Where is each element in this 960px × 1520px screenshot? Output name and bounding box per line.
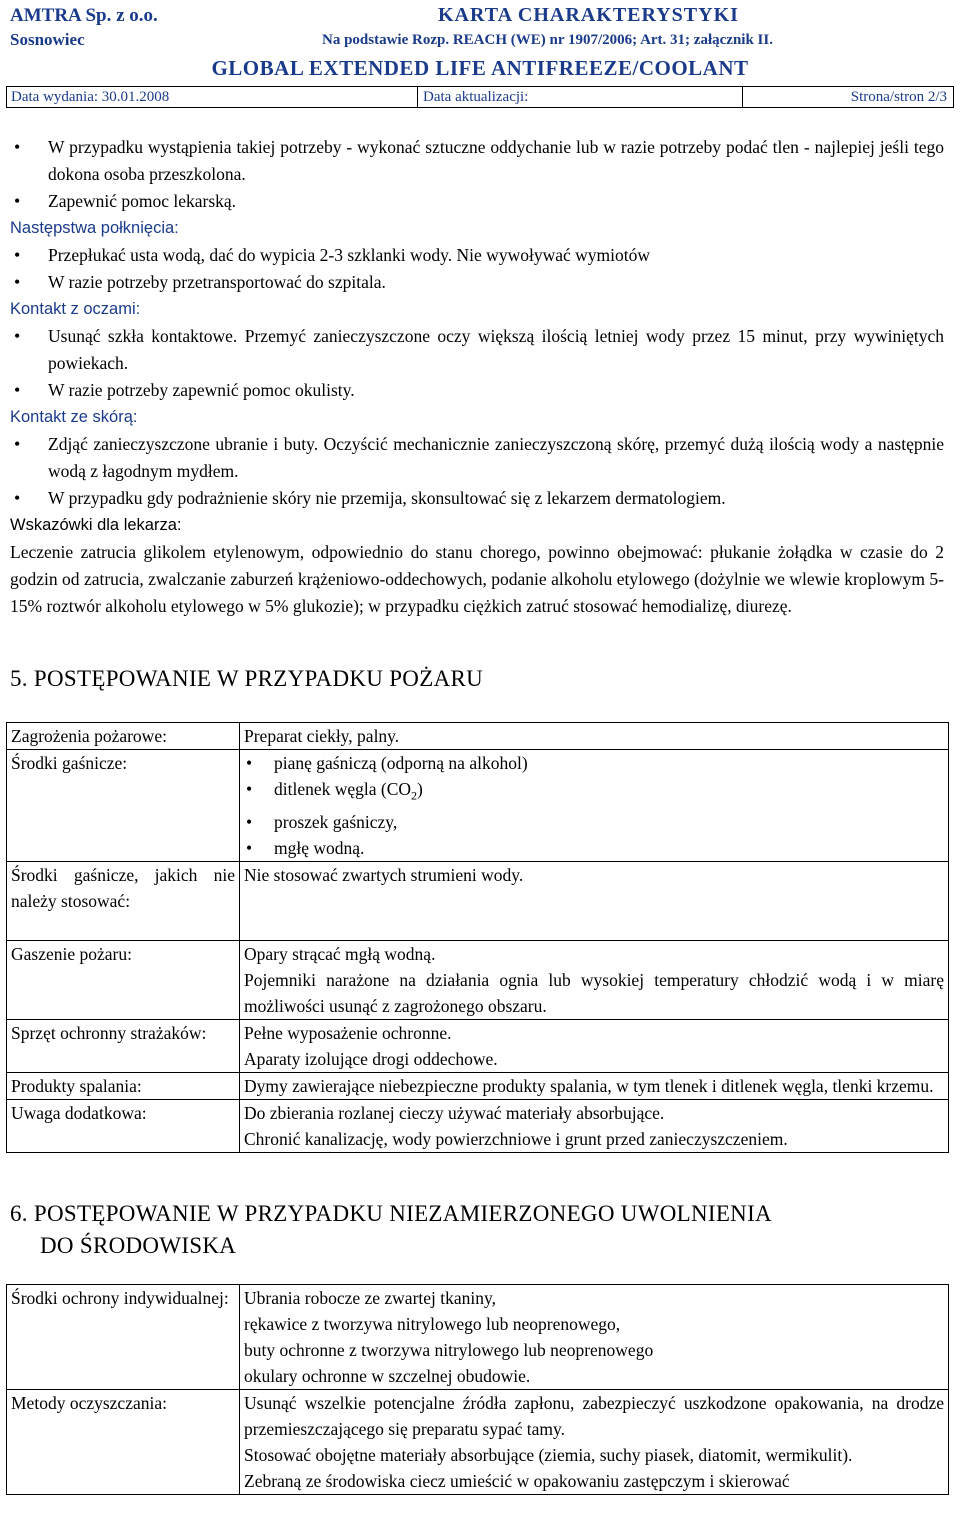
list-item: • pianę gaśniczą (odporną na alkohol) <box>244 750 944 776</box>
hazard-value: Preparat ciekły, palny. <box>240 723 949 750</box>
section-5-title: 5. POSTĘPOWANIE W PRZYPADKU POŻARU <box>10 666 484 691</box>
product-name: GLOBAL EXTENDED LIFE ANTIFREEZE/COOLANT <box>211 56 749 80</box>
additional-note-label: Uwaga dodatkowa: <box>7 1099 240 1152</box>
doctor-notes-text: Leczenie zatrucia glikolem etylenowym, odpowiednio do stanu chorego, powinno obejmować: płukanie żołądka w czasie do 2 godzin od zatrucia, zwalczanie zaburzeń krążeniowo-oddechowych, podanie alkoholu etylowego (dożylnie we wlewie kroplowym 5-15% roztwór alkoholu etylowego w 5% glukozie); w przypadku ciężkich zatruć stosować hemodializę, diurezę. <box>10 542 944 616</box>
hazard-label: Zagrożenia pożarowe: <box>7 723 240 750</box>
co2-close: ) <box>417 779 423 799</box>
table-row <box>7 723 949 750</box>
table-row <box>7 1019 949 1072</box>
divider <box>742 87 743 107</box>
text-line: Usunąć wszelkie potencjalne źródła zapłonu, zabezpieczyć uszkodzone opakowania, na drodze przemieszczającego się preparatu sypać tamy. <box>244 1393 944 1439</box>
company-city: Sosnowiec <box>10 30 85 49</box>
text-line: Stosować obojętne materiały absorbujące (ziemia, suchy piasek, diatomit, wermikulit). <box>244 1445 853 1465</box>
list-item: • W przypadku wystąpienia takiej potrzeby - wykonać sztuczne oddychanie lub w razie potrzeby podać tlen - najlepiej jeśli tego dokona osoba przeszkolona. <box>10 134 944 188</box>
ppe-label: Środki ochrony indywidualnej: <box>7 1285 240 1390</box>
section-6-title-line: DO ŚRODOWISKA <box>40 1233 237 1258</box>
unsuitable-media-label: Środki gaśnicze, jakich nie należy stosować: <box>7 861 240 940</box>
table-row <box>7 750 949 862</box>
cleanup-methods-value <box>240 1390 949 1495</box>
update-date: Data aktualizacji: <box>423 89 529 105</box>
doctor-notes-heading: Wskazówki dla lekarza: <box>10 516 182 534</box>
document-header <box>0 0 960 108</box>
protective-equipment-value <box>240 1019 949 1072</box>
company-name: AMTRA Sp. z o.o. <box>10 5 158 26</box>
table-row <box>7 940 949 1019</box>
ppe-value <box>240 1285 949 1390</box>
text-line: Ubrania robocze ze zwartej tkaniny, <box>244 1288 496 1308</box>
skin-contact-heading: Kontakt ze skórą: <box>10 408 138 426</box>
co2-subscript: 2 <box>411 788 418 803</box>
additional-note-value <box>240 1099 949 1152</box>
table-row <box>7 1285 949 1390</box>
eye-contact-heading: Kontakt z oczami: <box>10 300 141 318</box>
divider <box>417 87 418 107</box>
table-row <box>7 1099 949 1152</box>
list-item: • W przypadku gdy podrażnienie skóry nie przemija, skonsultować się z lekarzem dermatologiem. <box>10 485 944 512</box>
co2-text: ditlenek węgla (CO <box>274 779 412 799</box>
document-title: KARTA CHARAKTERYSTYKI <box>438 4 739 26</box>
fire-fighting-value <box>240 940 949 1019</box>
text-line: Chronić kanalizację, wody powierzchniowe i grunt przed zanieczyszczeniem. <box>244 1128 788 1149</box>
table-row <box>7 1390 949 1495</box>
extinguishing-media-label: Środki gaśnicze: <box>7 750 240 862</box>
list-item <box>244 776 944 809</box>
list-item: • W razie potrzeby przetransportować do szpitala. <box>10 269 944 296</box>
list-item: • Zapewnić pomoc lekarską. <box>10 188 944 215</box>
text-line: Pojemniki narażone na działania ognia lub wysokiej temperatury chłodzić wodą i w miarę możliwości usunąć z zagrożonego obszaru. <box>244 969 944 1016</box>
fire-fighting-label: Gaszenie pożaru: <box>7 940 240 1019</box>
list-item: • Przepłukać usta wodą, dać do wypicia 2-3 szklanki wody. Nie wywoływać wymiotów <box>10 242 944 269</box>
list-item: • Zdjąć zanieczyszczone ubranie i buty. Oczyścić mechanicznie zanieczyszczoną skórę, przemyć dużą ilością wody a następnie wodą z łagodnym mydłem. <box>10 431 944 485</box>
page-number: Strona/stron 2/3 <box>850 89 947 105</box>
fire-measures-table <box>6 722 949 1153</box>
swallow-heading: Następstwa połknięcia: <box>10 219 179 237</box>
text-line: rękawice z tworzywa nitrylowego lub neoprenowego, <box>244 1314 621 1334</box>
regulation-reference: Na podstawie Rozp. REACH (WE) nr 1907/2006; Art. 31; załącznik II. <box>322 32 773 48</box>
cleanup-methods-label: Metody oczyszczania: <box>7 1390 240 1495</box>
first-aid-section <box>10 134 944 620</box>
text-line: buty ochronne z tworzywa nitrylowego lub neoprenowego <box>244 1340 654 1360</box>
accidental-release-table <box>6 1284 949 1495</box>
list-item: • Usunąć szkła kontaktowe. Przemyć zanieczyszczone oczy większą ilością letniej wody przez 15 minut, przy wywiniętych powiekach. <box>10 323 944 377</box>
header-info-bar <box>6 86 954 108</box>
section-6-title <box>10 1198 772 1262</box>
table-row <box>7 1072 949 1099</box>
text-line: Zebraną ze środowiska ciecz umieścić w opakowaniu zastępczym i skierować <box>244 1471 790 1491</box>
extinguishing-media-list <box>240 750 949 862</box>
issue-date: Data wydania: 30.01.2008 <box>11 89 170 105</box>
combustion-products-label: Produkty spalania: <box>7 1072 240 1099</box>
text-line: Pełne wyposażenie ochronne. <box>244 1022 452 1043</box>
text-line: okulary ochronne w szczelnej obudowie. <box>244 1366 531 1386</box>
table-row <box>7 861 949 940</box>
section-6-title-line: 6. POSTĘPOWANIE W PRZYPADKU NIEZAMIERZONEGO UWOLNIENIA <box>10 1201 772 1226</box>
text-line: Aparaty izolujące drogi oddechowe. <box>244 1048 498 1069</box>
text-line: Do zbierania rozlanej cieczy używać materiały absorbujące. <box>244 1102 665 1123</box>
list-item: • proszek gaśniczy, <box>244 809 944 835</box>
text-line: Opary strącać mgłą wodną. <box>244 943 436 964</box>
list-item: • W razie potrzeby zapewnić pomoc okulisty. <box>10 377 944 404</box>
protective-equipment-label: Sprzęt ochronny strażaków: <box>7 1019 240 1072</box>
combustion-products-value: Dymy zawierające niebezpieczne produkty spalania, w tym tlenek i ditlenek węgla, tlenki krzemu. <box>240 1072 949 1099</box>
list-item: • mgłę wodną. <box>244 835 944 861</box>
unsuitable-media-value: Nie stosować zwartych strumieni wody. <box>240 861 949 940</box>
